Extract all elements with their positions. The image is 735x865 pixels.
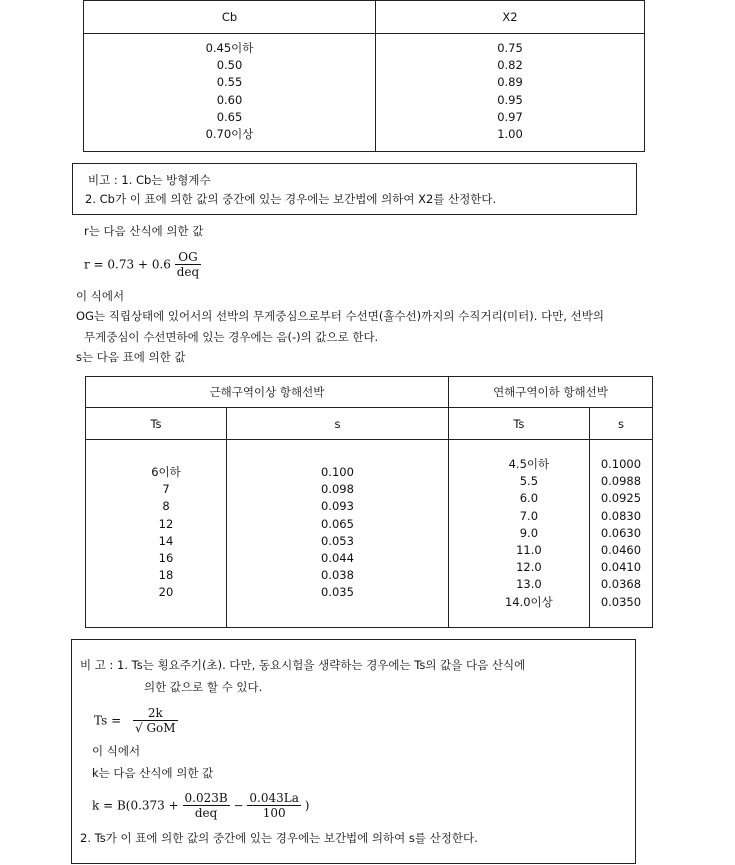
note-box-2: [71, 639, 636, 864]
g2-ts-value: 11.0: [516, 543, 542, 558]
k-formula-fraction-2: [247, 791, 300, 820]
x2-value: 0.75: [497, 41, 523, 55]
g2-s-value: 0.0988: [600, 474, 642, 489]
k-intro: k는 다음 산식에 의한 값: [92, 766, 214, 780]
x2-value: 1.00: [497, 127, 523, 142]
g1-s-value: 0.035: [320, 585, 354, 600]
k-formula-den2: 100: [262, 806, 286, 820]
note2-line1: 비 고 : 1. Ts는 횡요주기(초). 다만, 동요시험을 생략하는 경우에는 Ts의 값을 다음 산식에: [80, 658, 526, 672]
r-intro: r는 다음 산식에 의한 값: [84, 224, 204, 238]
og-definition-line2: 무게중심이 수선면하에 있는 경우에는 음(-)의 값으로 한다.: [84, 330, 379, 344]
g1-ts-value: 8: [162, 499, 170, 514]
g1-ts-value: 16: [158, 551, 174, 566]
ts-s-table: [85, 376, 653, 628]
g1-s-value: 0.053: [320, 533, 354, 548]
k-formula-fraction-1: [183, 791, 230, 820]
k-formula-lhs: k = B(0.373 +: [92, 798, 179, 813]
g2-ts-value: 6.0: [519, 491, 539, 506]
g2-s-value: 0.0460: [600, 543, 642, 558]
g1-ts-value: 6이하: [151, 465, 181, 479]
cb-value: 0.70이상: [205, 127, 254, 142]
x2-value: 0.89: [497, 75, 523, 90]
g2-s-value: 0.1000: [600, 457, 642, 471]
header-ts-1: Ts: [86, 408, 227, 440]
note1-line2: 2. Cb가 이 표에 의한 값의 중간에 있는 경우에는 보간법에 의하여 X2를 산정한다.: [85, 192, 497, 206]
ts-formula-lhs: Ts =: [94, 713, 122, 728]
header-s-2: s: [589, 408, 652, 440]
ts-formula-num: 2k: [133, 706, 178, 721]
x2-value: 0.97: [497, 109, 523, 124]
og-definition-line1: OG는 직립상태에 있어서의 선박의 무게중심으로부터 수선면(흘수선)까지의 수직거리(미터). 다만, 선박의: [76, 309, 604, 323]
note2-line-last: 2. Ts가 이 표에 의한 값의 중간에 있는 경우에는 보간법에 의하여 s를 산정한다.: [80, 831, 478, 845]
r-formula-fraction: [175, 250, 201, 279]
g1-s-value: 0.044: [320, 551, 354, 566]
g1-s-value: 0.038: [320, 568, 354, 583]
group-header-coastal: 연해구역이하 항해선박: [448, 377, 652, 408]
r-formula-num: OG: [175, 250, 201, 265]
group-header-offshore: 근해구역이상 항해선박: [86, 377, 449, 408]
g1-s-value: 0.093: [320, 499, 354, 514]
cb-x2-table: [83, 0, 645, 152]
note2-line2: 의한 값으로 할 수 있다.: [144, 680, 263, 694]
g2-s-value: 0.0630: [600, 525, 642, 540]
note2-in-this-formula: 이 식에서: [92, 744, 141, 758]
g1-s-cell: [227, 440, 449, 628]
g1-s-value: 0.065: [320, 516, 354, 531]
g2-ts-cell: [448, 440, 589, 628]
g1-ts-value: 7: [162, 482, 170, 497]
g2-ts-value: 9.0: [519, 525, 539, 540]
g2-s-value: 0.0350: [600, 594, 642, 609]
x2-values-cell: [376, 34, 645, 152]
g1-ts-value: 20: [158, 585, 174, 600]
k-formula-close: ): [304, 798, 310, 813]
g2-s-value: 0.0830: [600, 508, 642, 523]
s-intro: s는 다음 표에 의한 값: [76, 350, 186, 364]
g2-s-value: 0.0925: [600, 491, 642, 506]
x2-value: 0.82: [497, 58, 523, 73]
g2-s-value: 0.0410: [600, 560, 642, 575]
g2-ts-value: 4.5이하: [508, 457, 550, 471]
g1-ts-value: 18: [158, 568, 174, 583]
g1-ts-value: 12: [158, 516, 174, 531]
cb-value: 0.55: [216, 75, 243, 90]
k-formula-minus: −: [233, 798, 244, 813]
k-formula: [92, 791, 309, 820]
r-formula-den: deq: [176, 265, 200, 279]
g2-ts-value: 12.0: [516, 560, 542, 575]
g2-s-value: 0.0368: [600, 577, 642, 592]
g1-ts-value: 14: [158, 533, 174, 548]
note1-line1: 비고 : 1. Cb는 방형계수: [88, 173, 211, 187]
ts-formula: [94, 706, 178, 735]
r-formula-lhs: r = 0.73 + 0.6: [84, 257, 171, 272]
header-x2: X2: [376, 1, 645, 34]
k-formula-den1: deq: [194, 806, 218, 820]
cb-value: 0.65: [216, 109, 243, 124]
x2-value: 0.95: [497, 92, 523, 107]
g2-ts-value: 13.0: [516, 577, 542, 592]
r-formula: [84, 250, 201, 279]
cb-value: 0.45이하: [205, 41, 254, 55]
g1-ts-cell: [86, 440, 227, 628]
g2-ts-value: 5.5: [519, 474, 539, 489]
k-formula-num2: 0.043La: [249, 791, 299, 805]
g2-ts-value: 14.0이상: [504, 594, 553, 609]
in-this-formula: 이 식에서: [76, 289, 125, 303]
note-box-1: [72, 163, 637, 215]
ts-formula-den: √ GoM: [135, 721, 176, 735]
header-cb: Cb: [84, 1, 376, 34]
cb-values-cell: [84, 34, 376, 152]
g2-ts-value: 7.0: [519, 508, 539, 523]
header-s-1: s: [227, 408, 449, 440]
g1-s-value: 0.098: [320, 482, 354, 497]
g1-s-value: 0.100: [320, 465, 354, 479]
ts-formula-fraction: [133, 706, 178, 735]
g2-s-cell: [589, 440, 652, 628]
cb-value: 0.50: [216, 58, 243, 73]
header-ts-2: Ts: [448, 408, 589, 440]
k-formula-num1: 0.023B: [184, 791, 228, 805]
cb-value: 0.60: [216, 92, 243, 107]
